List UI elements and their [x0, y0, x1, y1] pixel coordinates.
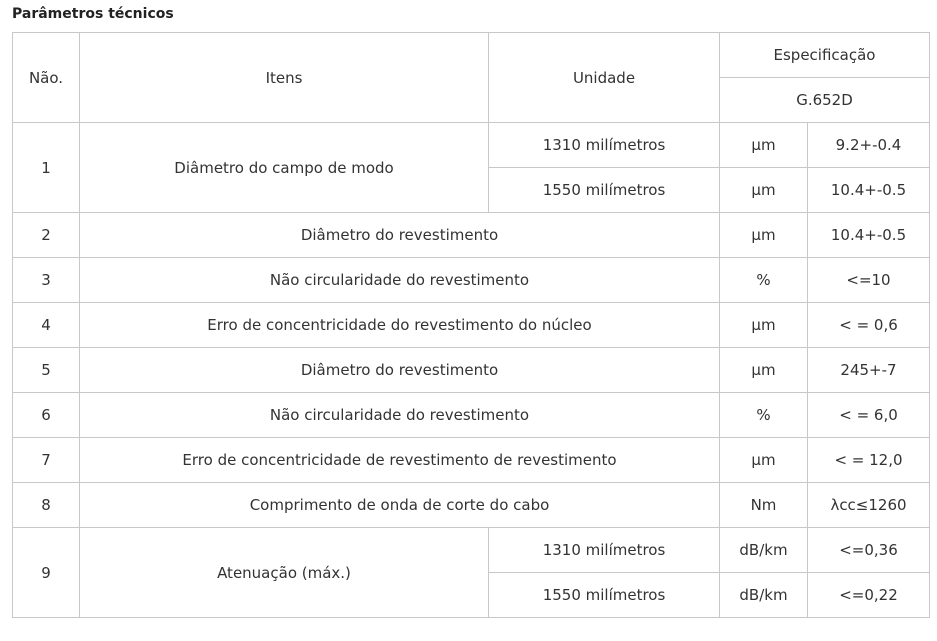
header-spec-sub: G.652D — [720, 78, 930, 123]
row-value: 10.4+-0.5 — [808, 168, 930, 213]
row-item: Atenuação (máx.) — [80, 528, 489, 618]
row-sub: 1310 milímetros — [489, 528, 720, 573]
table-row — [13, 393, 930, 438]
technical-parameters-table — [12, 32, 930, 618]
row-unit: μm — [720, 438, 808, 483]
row-value: 9.2+-0.4 — [808, 123, 930, 168]
row-no: 1 — [13, 123, 80, 213]
header-spec: Especificação — [720, 33, 930, 78]
row-value: <=10 — [808, 258, 930, 303]
row-unit: Nm — [720, 483, 808, 528]
row-unit: μm — [720, 168, 808, 213]
row-item: Erro de concentricidade do revestimento do núcleo — [80, 303, 720, 348]
table-row — [13, 348, 930, 393]
row-value: < = 12,0 — [808, 438, 930, 483]
row-unit: dB/km — [720, 573, 808, 618]
row-item: Erro de concentricidade de revestimento de revestimento — [80, 438, 720, 483]
row-sub: 1550 milímetros — [489, 573, 720, 618]
row-no: 2 — [13, 213, 80, 258]
row-unit: μm — [720, 303, 808, 348]
row-no: 6 — [13, 393, 80, 438]
header-unit: Unidade — [489, 33, 720, 123]
row-unit: % — [720, 258, 808, 303]
row-item: Diâmetro do revestimento — [80, 348, 720, 393]
row-no: 4 — [13, 303, 80, 348]
row-item: Diâmetro do campo de modo — [80, 123, 489, 213]
row-no: 3 — [13, 258, 80, 303]
row-unit: dB/km — [720, 528, 808, 573]
row-value: 10.4+-0.5 — [808, 213, 930, 258]
row-unit: μm — [720, 123, 808, 168]
header-row — [13, 33, 930, 78]
row-value: <=0,22 — [808, 573, 930, 618]
table-row — [13, 123, 930, 168]
row-value: < = 0,6 — [808, 303, 930, 348]
table-row — [13, 258, 930, 303]
row-sub: 1550 milímetros — [489, 168, 720, 213]
section-title: Parâmetros técnicos — [12, 6, 174, 22]
row-unit: μm — [720, 213, 808, 258]
table-row — [13, 528, 930, 573]
row-value: <=0,36 — [808, 528, 930, 573]
row-value: < = 6,0 — [808, 393, 930, 438]
table-row — [13, 213, 930, 258]
row-item: Diâmetro do revestimento — [80, 213, 720, 258]
header-items: Itens — [80, 33, 489, 123]
table-row — [13, 438, 930, 483]
row-value: 245+-7 — [808, 348, 930, 393]
row-item: Não circularidade do revestimento — [80, 258, 720, 303]
row-value: λcc≤1260 — [808, 483, 930, 528]
row-no: 5 — [13, 348, 80, 393]
table-row — [13, 303, 930, 348]
row-no: 8 — [13, 483, 80, 528]
table-row — [13, 483, 930, 528]
row-unit: μm — [720, 348, 808, 393]
row-no: 9 — [13, 528, 80, 618]
row-item: Comprimento de onda de corte do cabo — [80, 483, 720, 528]
row-no: 7 — [13, 438, 80, 483]
row-sub: 1310 milímetros — [489, 123, 720, 168]
header-no: Não. — [13, 33, 80, 123]
row-item: Não circularidade do revestimento — [80, 393, 720, 438]
row-unit: % — [720, 393, 808, 438]
